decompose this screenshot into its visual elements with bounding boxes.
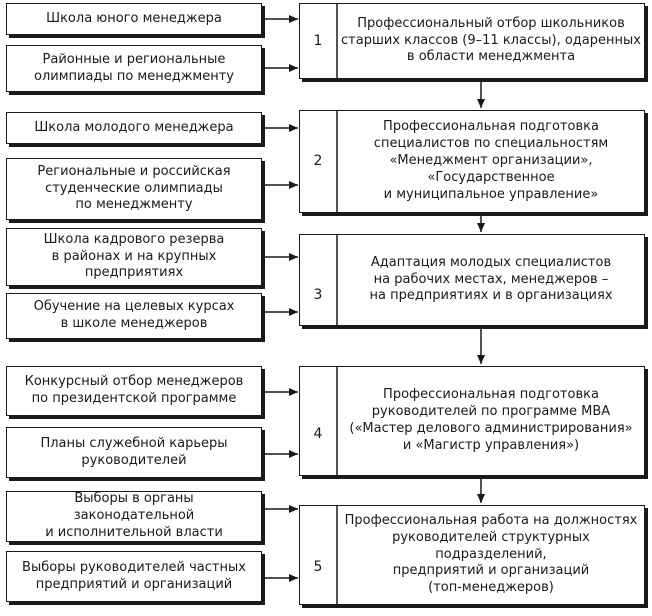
stage-text-3: Адаптация молодых специалистов на рабочих местах, менеджеров – на предприятиях и в организациях: [369, 254, 613, 304]
stage-number-4: 4: [313, 426, 323, 442]
input-box-government-elections: Выборы в органы законодательной и исполнительной власти: [6, 491, 262, 542]
stage-text-5: Профессиональная работа на должностях руководителей структурных подразделений, предприятий и организаций (топ-менеджеров): [344, 512, 638, 596]
input-box-private-elections: Выборы руководителей частных предприятий и организаций: [6, 551, 262, 602]
stage-number-1: 1: [313, 33, 323, 49]
stage-text-4: Профессиональная подготовка руководителей по программе МВА («Мастер делового администрирования» и «Магистр управления»): [349, 387, 633, 453]
stage-number-5: 5: [313, 559, 323, 575]
stage-number-2: 2: [313, 153, 323, 169]
input-box-presidential-program: Конкурсный отбор менеджеров по президентской программе: [6, 366, 262, 416]
stage-text-2: Профессиональная подготовка специалистов по специальностям «Менеджмент организации», «Государственное и муниципальное управление»: [373, 119, 609, 202]
input-box-school-junior-manager: Школа молодого менеджера: [6, 112, 262, 144]
input-box-student-olympiads: Региональные и российская студенческие олимпиады по менеджменту: [6, 158, 262, 220]
input-box-personnel-reserve-school: Школа кадрового резерва в районах и на крупных предприятиях: [6, 228, 262, 286]
stage-number-3: 3: [313, 287, 323, 303]
input-box-school-young-manager: Школа юного менеджера: [6, 3, 262, 35]
input-box-target-courses: Обучение на целевых курсах в школе менеджеров: [6, 293, 262, 339]
input-box-career-plans: Планы служебной карьеры руководителей: [6, 427, 262, 478]
stage-text-1: Профессиональный отбор школьников старших классов (9–11 классы), одаренных в области менеджмента: [341, 15, 641, 65]
input-box-district-olympiads: Районные и региональные олимпиады по менеджменту: [6, 45, 262, 92]
